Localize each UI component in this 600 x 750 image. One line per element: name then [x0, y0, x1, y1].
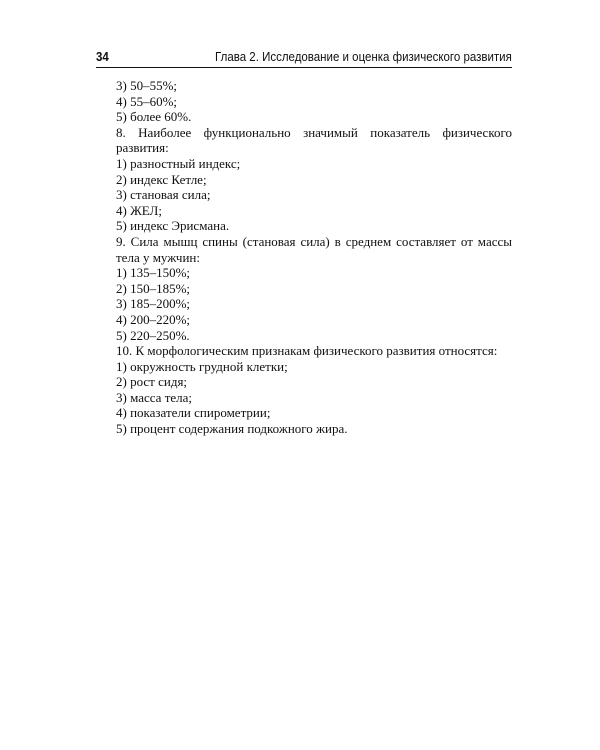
answer-option: 1) окружность грудной клетки;: [116, 358, 288, 374]
question-10-text: 10. К морфологическим признакам физического развития относятся:: [116, 343, 498, 359]
answer-option: 4) показатели спирометрии;: [116, 405, 271, 421]
answer-option: 5) индекс Эрисмана.: [116, 218, 230, 234]
answer-option: 2) рост сидя;: [116, 374, 188, 390]
answer-option: 4) 55–60%;: [116, 93, 178, 109]
answer-option: 5) 220–250%.: [116, 327, 190, 343]
answer-option: 4) ЖЕЛ;: [116, 202, 162, 218]
answer-option: 3) 50–55%;: [116, 78, 178, 93]
question-8-text: 8. Наиболее функционально значимый показатель физического развития:: [116, 124, 512, 156]
answer-option: 3) становая сила;: [116, 187, 211, 203]
answer-option: 2) 150–185%;: [116, 280, 191, 296]
answer-option: 5) процент содержания подкожного жира.: [116, 421, 348, 437]
answer-option: 1) разностный индекс;: [116, 155, 241, 171]
answer-option: 1) 135–150%;: [116, 265, 191, 281]
page-number: 34: [96, 50, 109, 64]
answer-option: 5) более 60%.: [116, 109, 192, 125]
page-body: [96, 78, 512, 437]
running-title: Глава 2. Исследование и оценка физического развития: [215, 50, 512, 64]
header-rule: [96, 67, 512, 68]
answer-option: 3) масса тела;: [116, 389, 193, 405]
answer-option: 2) индекс Кетле;: [116, 171, 207, 187]
question-9-text: 9. Сила мышц спины (становая сила) в среднем составляет от массы тела у мужчин:: [116, 233, 512, 265]
answer-option: 4) 200–220%;: [116, 311, 191, 327]
answer-option: 3) 185–200%;: [116, 296, 191, 312]
page-header: [96, 50, 512, 68]
